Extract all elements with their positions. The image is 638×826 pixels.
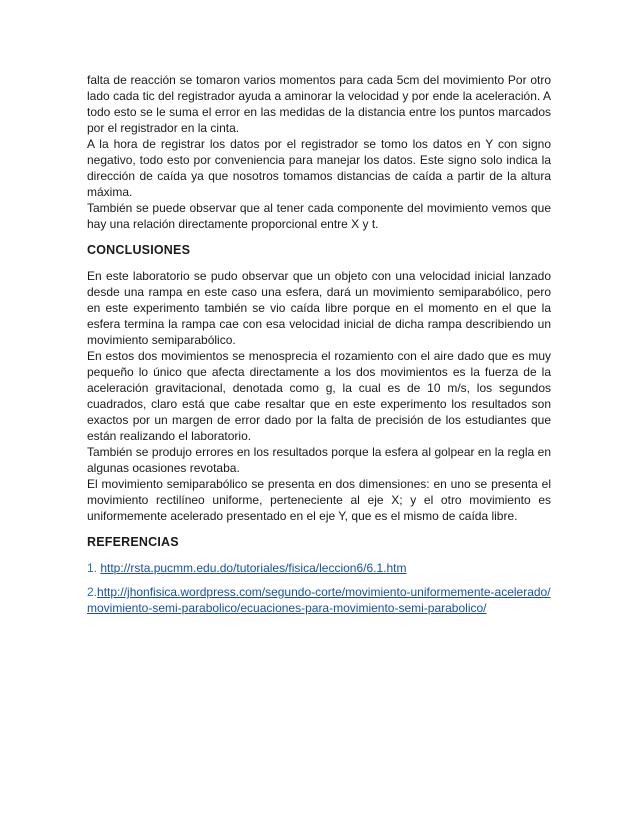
conclusiones-paragraph-2: En estos dos movimientos se menosprecia el rozamiento con el aire dado que es muy pequeño lo único que afecta directamente a los dos movimientos es la fuerza de la aceleración gravitacional, denotada como g, la cual es de 10 m/s, los segundos cuadrados, claro está que cabe resaltar que en este experimento los resultados son exactos por un margen de error dado por la falta de precisión de los estudiantes que están realizando el laboratorio.	[87, 349, 551, 443]
conclusiones-paragraph-1: En este laboratorio se pudo observar que un objeto con una velocidad inicial lanzado desde una rampa en este caso una esfera, dará un movimiento semiparabólico, pero en este experimento también se vio caída libre porque en el momento en el que la esfera termina la rampa cae con esa velocidad inicial de dicha rampa describiendo un movimiento semiparabólico.	[87, 269, 551, 347]
conclusiones-paragraph-4: El movimiento semiparabólico se presenta en dos dimensiones: en uno se presenta el movimiento rectilíneo uniforme, perteneciente al eje X; y el otro movimiento es uniformemente acelerado presentado en el eje Y, que es el mismo de caída libre.	[87, 477, 551, 523]
referencias-heading: REFERENCIAS	[87, 535, 179, 549]
intro-paragraph-1: falta de reacción se tomaron varios momentos para cada 5cm del movimiento Por otro lado cada tic del registrador ayuda a aminorar la velocidad y por ende la aceleración. A todo esto se le suma el error en las medidas de la distancia entre los puntos marcados por el registrador en la cinta.	[87, 73, 551, 135]
reference-link-2[interactable]: http://jhonfisica.wordpress.com/segundo-corte/movimiento-uniformemente-acelerado/movimiento-semi-parabolico/ecuaciones-para-movimiento-semi-parabolico/	[87, 585, 551, 615]
reference-number-2: 2.	[87, 585, 98, 599]
intro-paragraph-3: También se puede observar que al tener cada componente del movimiento vemos que hay una relación directamente proporcional entre X y t.	[87, 201, 551, 231]
reference-link-1[interactable]: http://rsta.pucmm.edu.do/tutoriales/fisica/leccion6/6.1.htm	[100, 561, 407, 575]
conclusiones-heading: CONCLUSIONES	[87, 243, 191, 257]
reference-number-1: 1.	[87, 561, 101, 575]
conclusiones-section	[87, 268, 551, 524]
intro-paragraph-2: A la hora de registrar los datos por el registrador se tomo los datos en Y con signo negativo, todo esto por conveniencia para manejar los datos. Este signo solo indica la dirección de caída ya que nosotros tomamos distancias de caída a partir de la altura máxima.	[87, 137, 551, 199]
reference-item-2	[87, 584, 551, 616]
conclusiones-paragraph-3: También se produjo errores en los resultados porque la esfera al golpear en la regla en algunas ocasiones revotaba.	[87, 445, 551, 475]
referencias-list	[87, 560, 551, 616]
reference-item-1	[87, 560, 551, 576]
document-page	[87, 72, 551, 616]
